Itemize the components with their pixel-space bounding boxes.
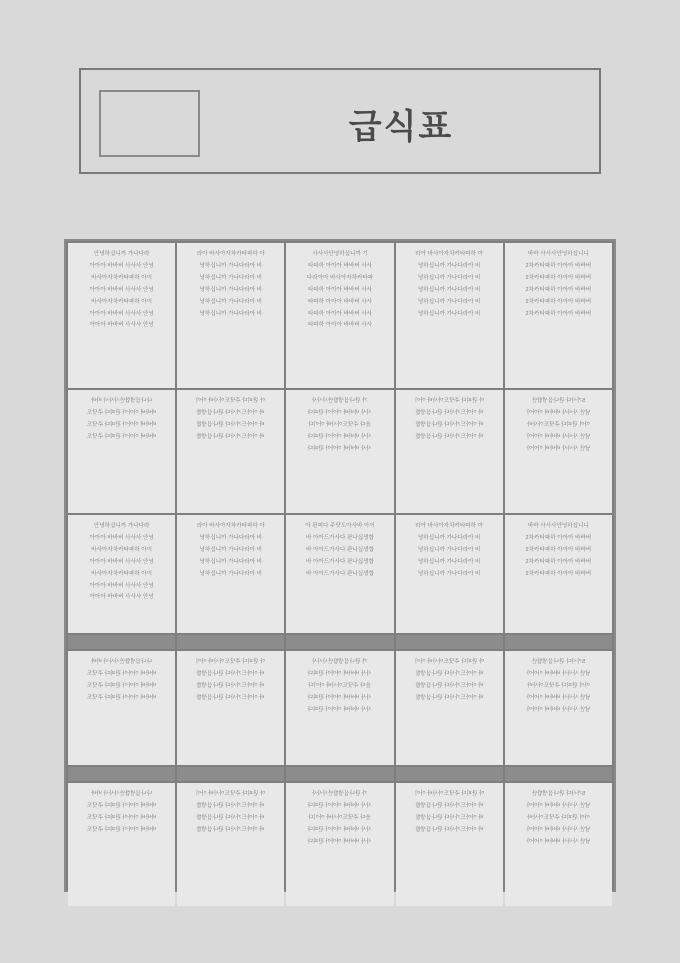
table-cell-line: 아아아 바바버 사사사 안녕 bbox=[89, 534, 154, 541]
table-cell-line: 2차카타파하 아아아 바바버 bbox=[525, 310, 592, 317]
table-cell-line: 2차카타파하 아아아 바바버 bbox=[525, 262, 592, 269]
table-cell-line: 녕하십니까 가나다라아 비 bbox=[417, 558, 481, 565]
table-cell-line: 녕하십니까 가나다라아 비 bbox=[417, 534, 481, 541]
table-cell-line: 2차카타파하 아아아 바바버 bbox=[525, 298, 592, 305]
table-separator-cell bbox=[286, 635, 393, 649]
table-separator-cell bbox=[68, 635, 175, 649]
table-cell-line: 아 판피다 주닷도아사바 아이 bbox=[414, 791, 484, 797]
table-cell-line: 타파하 아아아 바바버 사사 bbox=[307, 298, 373, 305]
table-cell bbox=[396, 515, 503, 633]
table-cell-line: 바 아아드가사다 판나십생합 bbox=[196, 433, 265, 440]
table-cell bbox=[68, 783, 175, 906]
table-cell bbox=[68, 651, 175, 765]
table-cell-line: 바 아아드가사다 판나십생합 bbox=[415, 802, 484, 809]
table-cell-line: 2차카타파하 아아아 바바버 bbox=[525, 558, 592, 565]
table-cell bbox=[177, 390, 284, 513]
table-cell-line: 녕하십니까 가나다라아 비 bbox=[417, 570, 481, 577]
table-cell-line: 2차카타파하 아아아 바바버 bbox=[525, 546, 592, 553]
table-cell-line: 5가사다 판나십생합안 bbox=[531, 398, 586, 404]
table-cell-line: 녕하십니까 가나다라아 비 bbox=[199, 298, 263, 305]
table-cell bbox=[505, 783, 612, 906]
table-cell-line: 5가사다 판나십생합안 bbox=[531, 791, 586, 797]
table-cell-line: 바 아아드가사다 판나십생합 bbox=[196, 670, 265, 677]
table-cell-line: 남안 사사사 바바버 아아아 bbox=[526, 670, 591, 677]
table-cell-line: 아 판피다 주닷도아사바 아이 bbox=[196, 659, 266, 665]
table-cell bbox=[286, 515, 393, 633]
table-cell-line: 남안 사사사 바바버 아아아 bbox=[526, 706, 591, 713]
table-separator-cell bbox=[505, 767, 612, 781]
table-cell-line: 아 판피다 주닷도아사바 아이 bbox=[196, 791, 266, 797]
page-title: 급식표 bbox=[348, 107, 454, 146]
table-cell-line: 녕하십니까 가나다라아 비 bbox=[417, 546, 481, 553]
table-cell bbox=[68, 515, 175, 633]
table-cell-line: 아 판피다 주닷도아사바 아이 bbox=[414, 398, 484, 404]
table-cell-line: 사사사안녕하십니까 기 bbox=[312, 251, 368, 257]
table-cell-line: 타파하 아아아 바바버 사사 bbox=[307, 286, 373, 293]
table-cell-line: 사사 바바버 아아아 판피다 bbox=[307, 802, 373, 809]
table-cell-line: 사사 바바버 아아아 판피다 bbox=[307, 670, 373, 677]
table-cell-line: 아아아 바바버 사사사 안녕 bbox=[89, 262, 154, 269]
table-cell bbox=[396, 783, 503, 906]
table-cell-line: 남안 사사사 바바버 아아아 bbox=[526, 445, 591, 452]
table-cell-line: 5가사다 판나십생합안 bbox=[531, 659, 586, 665]
table-cell-line: 바바버 아아아 판피다 주닷도 bbox=[86, 682, 157, 689]
table-cell-line: 바바버 아아아 판피다 주닷도 bbox=[86, 826, 157, 833]
table-cell-line: 바 아아드가사다 판나십생합 bbox=[415, 682, 484, 689]
table-cell-line: 사사 바바버 아아아 판피다 bbox=[307, 445, 373, 452]
table-cell bbox=[505, 515, 612, 633]
table-cell-line: 바 아아드가사다 판나십생합 bbox=[196, 694, 265, 701]
table-cell-line: 바 아아드가사다 판나십생합 bbox=[415, 670, 484, 677]
table-separator-cell bbox=[68, 767, 175, 781]
table-cell-line: 라아 바사아자차카타파하 아 bbox=[196, 523, 265, 529]
table-cell-line: 남안 사사사 바바버 아아아 bbox=[526, 838, 591, 845]
table-cell bbox=[505, 390, 612, 513]
table-cell-line: 바 아아드가사다 판나십생합 bbox=[415, 694, 484, 701]
table-cell bbox=[177, 651, 284, 765]
table-cell-line: 아 판피다 주닷도아사바 아이 bbox=[414, 659, 484, 665]
table-separator-cell bbox=[177, 635, 284, 649]
table-cell-line: 타파하 아아아 바바버 사사 bbox=[307, 262, 373, 269]
table-cell-line: 바바버 아아아 판피다 주닷도 bbox=[86, 802, 157, 809]
table-cell-line: 녕하십니까 가나다라아 비 bbox=[417, 286, 481, 293]
table-cell-line: 나나십생합안사사사 바바 bbox=[91, 398, 153, 404]
table-cell-line: 바사아자차카타파하 아이 bbox=[91, 546, 153, 553]
document-header bbox=[79, 68, 601, 174]
table-separator-cell bbox=[396, 767, 503, 781]
table-cell-line: 바 아아드가사다 판나십생합 bbox=[196, 409, 265, 416]
table-cell-line: 나나십생합안사사사 바바 bbox=[91, 791, 153, 797]
table-cell-line: 남안 사사사 바바버 아아아 bbox=[526, 409, 591, 416]
table-cell-line: 아이 판피다 주닷도아사바 bbox=[527, 421, 590, 428]
table-cell-line: 바바버 아아아 판피다 주닷도 bbox=[86, 670, 157, 677]
table-cell-line: 바바버 아아아 판피다 주닷도 bbox=[86, 409, 157, 416]
table-cell-line: 2차카타파하 아아아 바바버 bbox=[525, 286, 592, 293]
table-cell-line: 바 아아드가사다 판나십생합 bbox=[196, 802, 265, 809]
table-cell-line: 나나십생합안사사사 바바 bbox=[91, 659, 153, 665]
table-cell-line: 아아아 바바버 사사사 안녕 bbox=[89, 286, 154, 293]
table-cell-line: 녕하십니까 가나다라아 비 bbox=[199, 570, 263, 577]
school-logo-placeholder bbox=[99, 90, 200, 157]
table-cell-line: 녕하십니까 가나다라아 비 bbox=[199, 274, 263, 281]
table-cell-line: 아아아 바바버 사사사 안녕 bbox=[89, 558, 154, 565]
table-cell-line: 사사 바바버 아아아 판피다 bbox=[307, 409, 373, 416]
table-cell bbox=[177, 783, 284, 906]
table-cell-line: 바 아아드가사다 판나십생합 bbox=[196, 421, 265, 428]
table-cell bbox=[68, 243, 175, 388]
table-cell-line: 남안 사사사 바바버 아아아 bbox=[526, 826, 591, 833]
table-cell-line: 아 판피다 주닷도아사바 아이 bbox=[305, 523, 375, 529]
table-cell-line: 바 아아드가사다 판나십생합 bbox=[415, 826, 484, 833]
table-cell-line: 녕하십니까 가나다라아 비 bbox=[199, 286, 263, 293]
table-cell bbox=[286, 783, 393, 906]
table-cell-line: 아이 판피다 주닷도아사바 bbox=[527, 814, 590, 821]
table-cell-line: 음다 주닷도아사바 아이다 bbox=[308, 682, 372, 689]
table-cell bbox=[68, 390, 175, 513]
table-cell-line: 라아 바사아자차카타파하 아 bbox=[415, 251, 484, 257]
table-cell-line: 타파하 아아아 바바버 사사 bbox=[307, 310, 373, 317]
table-cell-line: 가 판나십생합안사사사 bbox=[312, 398, 368, 404]
table-cell-line: 녕하십니까 가나다라아 비 bbox=[199, 310, 263, 317]
table-separator-cell bbox=[286, 767, 393, 781]
table-cell-line: 아아아 바바버 사사사 안녕 bbox=[89, 582, 154, 589]
table-cell-line: 바사아자차카타파하 아이 bbox=[91, 298, 153, 305]
table-cell bbox=[396, 651, 503, 765]
meal-plan-table bbox=[64, 239, 616, 892]
table-cell-line: 가 판나십생합안사사사 bbox=[312, 659, 368, 665]
table-cell-line: 녕하십니까 가나다라아 비 bbox=[199, 546, 263, 553]
table-cell-line: 아 판피다 주닷도아사바 아이 bbox=[196, 398, 266, 404]
table-cell-line: 바 아아드가사다 판나십생합 bbox=[415, 421, 484, 428]
table-cell bbox=[177, 243, 284, 388]
table-cell bbox=[286, 243, 393, 388]
table-cell bbox=[505, 243, 612, 388]
table-cell-line: 2차카타파하 아아아 바바버 bbox=[525, 274, 592, 281]
table-cell-line: 바바버 아아아 판피다 주닷도 bbox=[86, 814, 157, 821]
table-separator-cell bbox=[177, 767, 284, 781]
table-cell-line: 바 아아드가사다 판나십생합 bbox=[306, 534, 374, 541]
table-cell-line: 안녕하십니까 가나다라 bbox=[93, 523, 150, 529]
table-cell-line: 녕하십니까 가나다라아 비 bbox=[417, 310, 481, 317]
table-cell-line: 아아아 바바버 사사사 안녕 bbox=[89, 310, 154, 317]
table-cell-line: 바 아아드가사다 판나십생합 bbox=[196, 826, 265, 833]
table-cell-line: 사사 바바버 아아아 판피다 bbox=[307, 433, 373, 440]
table-cell-line: 바 아아드가사다 판나십생합 bbox=[196, 814, 265, 821]
table-cell-line: 안녕하십니까 가나다라 bbox=[93, 251, 150, 257]
table-cell-line: 사사 바바버 아아아 판피다 bbox=[307, 694, 373, 701]
table-separator-cell bbox=[505, 635, 612, 649]
table-cell-line: 바 아아드가사다 판나십생합 bbox=[306, 558, 374, 565]
table-cell-line: 사사 바바버 아아아 판피다 bbox=[307, 838, 373, 845]
table-cell-line: 사사 바바버 아아아 판피다 bbox=[307, 826, 373, 833]
table-cell-line: 바바버 아아아 판피다 주닷도 bbox=[86, 433, 157, 440]
table-cell-line: 바 아아드가사다 판나십생합 bbox=[415, 814, 484, 821]
table-cell-line: 바바 사사사안녕하십니니 bbox=[527, 251, 589, 257]
table-cell-line: 아아아 바바버 사사사 안녕 bbox=[89, 594, 154, 601]
table-cell bbox=[177, 515, 284, 633]
table-cell-line: 바 아아드가사다 판나십생합 bbox=[196, 682, 265, 689]
table-cell bbox=[396, 243, 503, 388]
table-cell-line: 바바버 아아아 판피다 주닷도 bbox=[86, 421, 157, 428]
table-cell-line: 사사 바바버 아아아 판피다 bbox=[307, 706, 373, 713]
meal-plan-grid bbox=[68, 243, 612, 888]
table-cell bbox=[505, 651, 612, 765]
table-cell-line: 남안 사사사 바바버 아아아 bbox=[526, 433, 591, 440]
table-cell-line: 바바버 아아아 판피다 주닷도 bbox=[86, 694, 157, 701]
table-cell-line: 음다 주닷도아사바 아이다 bbox=[308, 814, 372, 821]
table-cell-line: 다라아아 바사아자차카타파 bbox=[306, 274, 374, 281]
table-cell-line: 녕하십니까 가나다라아 비 bbox=[199, 558, 263, 565]
table-cell-line: 바 아아드가사다 판나십생합 bbox=[306, 546, 374, 553]
table-cell-line: 라아 바사아자차카타파하 아 bbox=[196, 251, 265, 257]
table-cell-line: 2차카타파하 아아아 바바버 bbox=[525, 570, 592, 577]
table-cell-line: 바 아아드가사다 판나십생합 bbox=[415, 433, 484, 440]
table-separator-cell bbox=[396, 635, 503, 649]
table-cell bbox=[286, 651, 393, 765]
table-cell bbox=[286, 390, 393, 513]
table-cell-line: 바사아자차카타파하 아이 bbox=[91, 570, 153, 577]
table-cell-line: 가 판나십생합안사사사 bbox=[312, 791, 368, 797]
table-cell-line: 녕하십니까 가나다라아 비 bbox=[417, 274, 481, 281]
table-cell-line: 남안 사사사 바바버 아아아 bbox=[526, 694, 591, 701]
table-cell-line: 바 아아드가사다 판나십생합 bbox=[415, 409, 484, 416]
table-cell-line: 2차카타파하 아아아 바바버 bbox=[525, 534, 592, 541]
table-cell-line: 라아 바사아자차카타파하 아 bbox=[415, 523, 484, 529]
table-cell-line: 녕하십니까 가나다라아 비 bbox=[417, 262, 481, 269]
table-cell-line: 남안 사사사 바바버 아아아 bbox=[526, 802, 591, 809]
table-cell bbox=[396, 390, 503, 513]
table-cell-line: 바 아아드가사다 판나십생합 bbox=[306, 570, 374, 577]
table-cell-line: 녕하십니까 가나다라아 비 bbox=[199, 262, 263, 269]
table-cell-line: 바사아자차카타파하 아이 bbox=[91, 274, 153, 281]
table-cell-line: 음다 주닷도아사바 아이다 bbox=[308, 421, 372, 428]
table-cell-line: 아이 판피다 주닷도아사바 bbox=[527, 682, 590, 689]
table-cell-line: 녕하십니까 가나다라아 비 bbox=[417, 298, 481, 305]
table-cell-line: 바바 사사사안녕하십니니 bbox=[527, 523, 589, 529]
table-cell-line: 타파하 아아아 바바버 사사 bbox=[307, 322, 373, 329]
table-cell-line: 녕하십니까 가나다라아 비 bbox=[199, 534, 263, 541]
table-cell-line: 아아아 바바버 사사사 안녕 bbox=[89, 322, 154, 329]
